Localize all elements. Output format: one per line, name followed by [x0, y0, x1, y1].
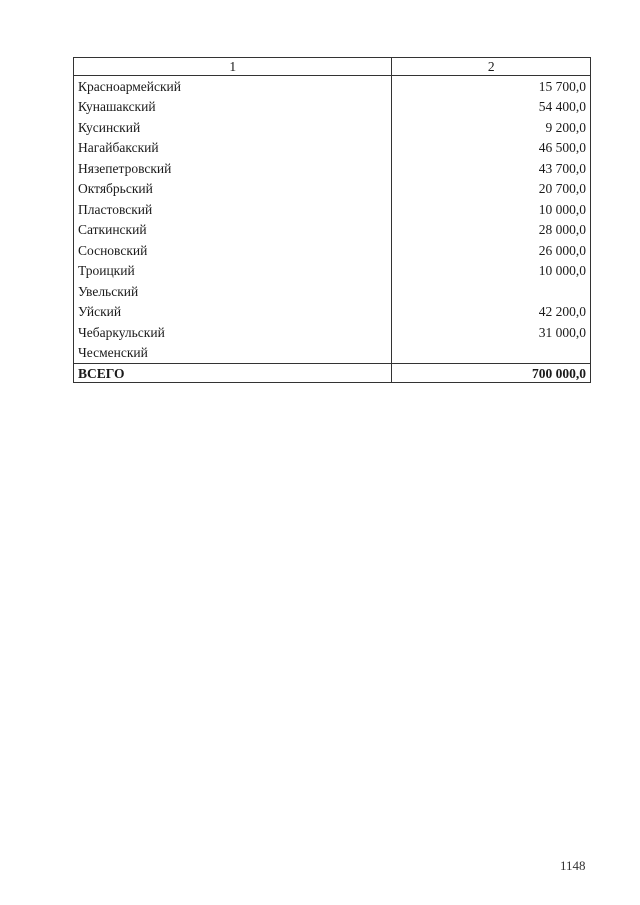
district-name: Чесменский [74, 343, 392, 364]
table-row [74, 240, 591, 261]
table-row [74, 138, 591, 159]
table-row [74, 97, 591, 118]
column-header-1: 1 [74, 58, 392, 76]
district-value: 31 000,0 [392, 322, 591, 343]
table-row [74, 117, 591, 138]
district-name: Саткинский [74, 220, 392, 241]
table-row [74, 220, 591, 241]
district-value: 10 000,0 [392, 199, 591, 220]
table-row [74, 179, 591, 200]
table-row [74, 343, 591, 364]
district-value: 46 500,0 [392, 138, 591, 159]
district-name: Пластовский [74, 199, 392, 220]
district-name: Уйский [74, 302, 392, 323]
district-value [392, 281, 591, 302]
district-value: 42 200,0 [392, 302, 591, 323]
district-name: Октябрьский [74, 179, 392, 200]
table-row [74, 302, 591, 323]
district-name: Сосновский [74, 240, 392, 261]
district-name: Чебаркульский [74, 322, 392, 343]
district-value: 10 000,0 [392, 261, 591, 282]
table-row [74, 199, 591, 220]
district-value: 54 400,0 [392, 97, 591, 118]
district-value: 43 700,0 [392, 158, 591, 179]
district-name: Красноармейский [74, 76, 392, 97]
table-row [74, 322, 591, 343]
district-name: Нязепетровский [74, 158, 392, 179]
district-value: 20 700,0 [392, 179, 591, 200]
table-row [74, 261, 591, 282]
table-row [74, 76, 591, 97]
district-name: Кунашакский [74, 97, 392, 118]
column-header-2: 2 [392, 58, 591, 76]
district-value: 9 200,0 [392, 117, 591, 138]
district-name: Кусинский [74, 117, 392, 138]
total-row [74, 364, 591, 383]
district-value: 28 000,0 [392, 220, 591, 241]
district-name: Троицкий [74, 261, 392, 282]
allocation-table [73, 57, 591, 383]
district-value: 15 700,0 [392, 76, 591, 97]
table-row [74, 281, 591, 302]
table-header-row [74, 58, 591, 76]
total-label: ВСЕГО [74, 364, 392, 383]
district-name: Нагайбакский [74, 138, 392, 159]
total-value: 700 000,0 [392, 364, 591, 383]
district-value: 26 000,0 [392, 240, 591, 261]
page-number: 1148 [560, 858, 586, 873]
district-name: Увельский [74, 281, 392, 302]
district-value [392, 343, 591, 364]
table-row [74, 158, 591, 179]
